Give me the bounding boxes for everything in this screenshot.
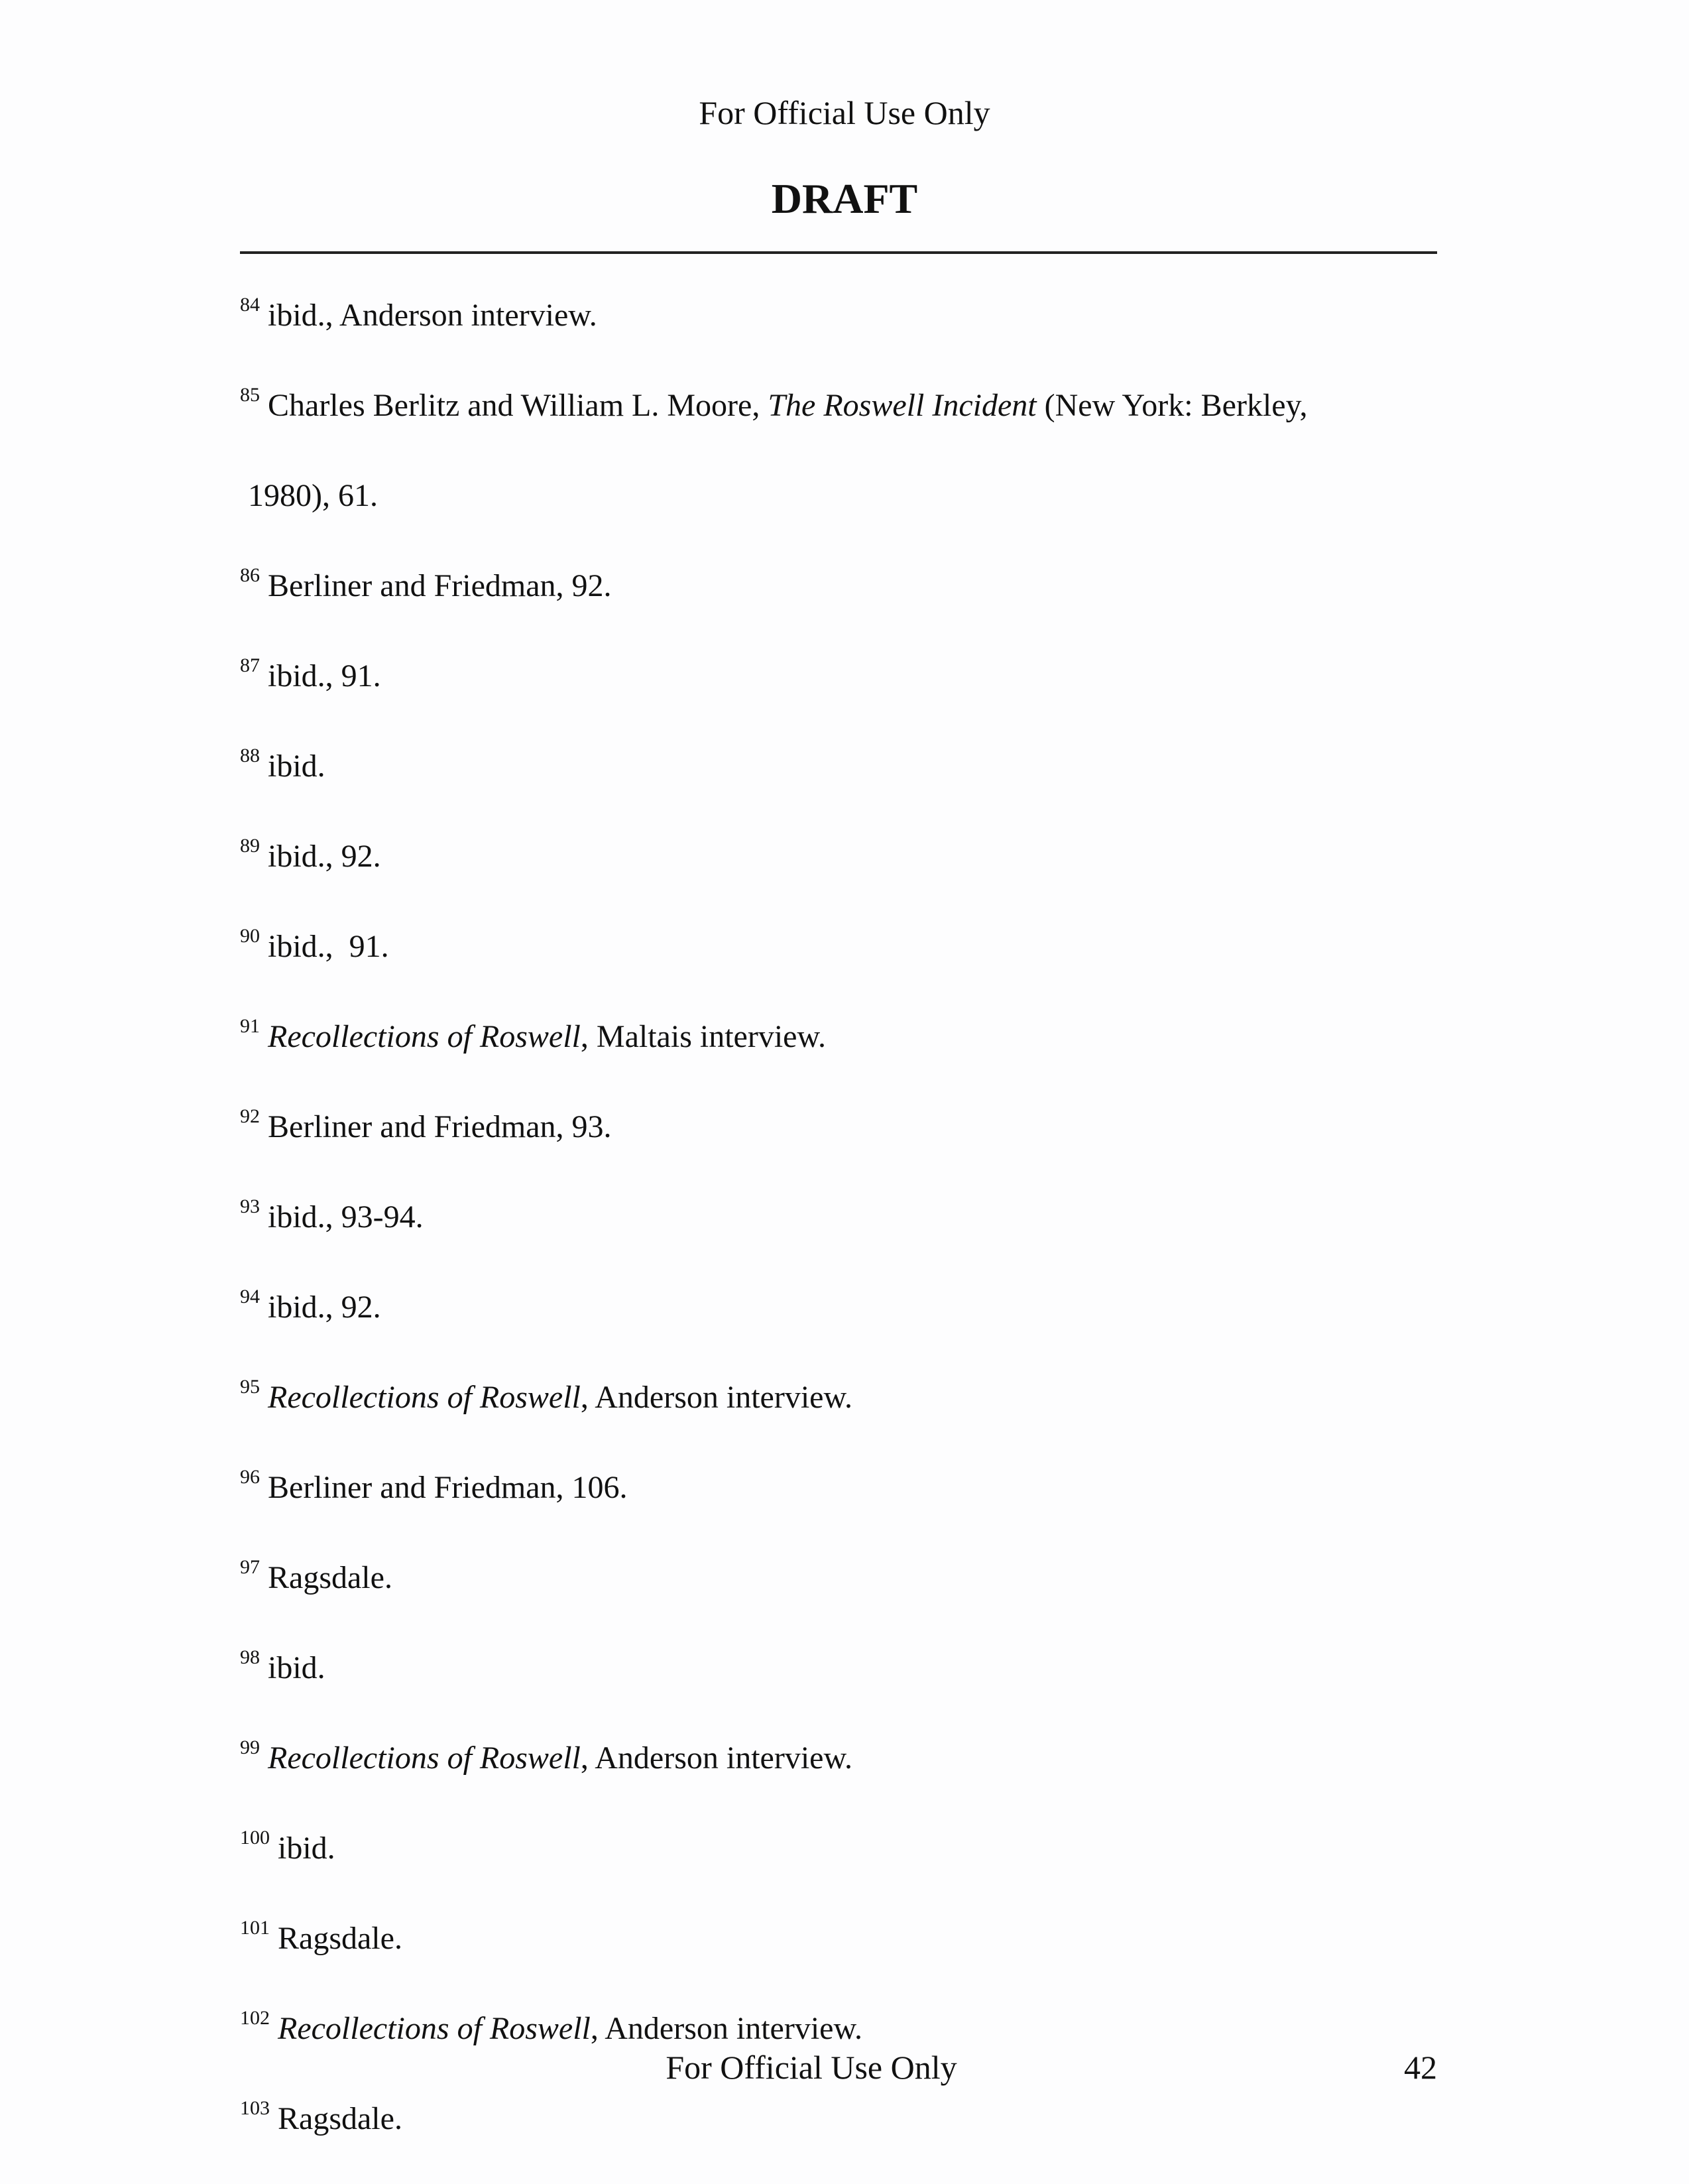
page-number: 42 bbox=[1404, 2049, 1437, 2086]
footnote-89 bbox=[240, 806, 1437, 896]
footnote-number: 101 bbox=[240, 1917, 270, 1939]
footnote-number: 92 bbox=[240, 1105, 260, 1127]
footnote-86 bbox=[240, 536, 1437, 626]
footnote-95 bbox=[240, 1347, 1437, 1437]
footnote-85-continued bbox=[240, 446, 1437, 536]
header-divider bbox=[240, 251, 1437, 254]
footnote-number: 91 bbox=[240, 1015, 260, 1037]
footnote-text: ibid., 91. bbox=[268, 929, 389, 964]
footnote-text: 1980), 61. bbox=[248, 478, 378, 513]
footnote-text: ibid., 93-94. bbox=[268, 1199, 424, 1235]
footnote-text: ibid. bbox=[278, 1831, 335, 1866]
footnote-number: 96 bbox=[240, 1466, 260, 1488]
footnote-number: 95 bbox=[240, 1376, 260, 1398]
draft-title: DRAFT bbox=[771, 175, 918, 222]
footnote-text-tail: , Anderson interview. bbox=[590, 2011, 863, 2046]
footnote-90 bbox=[240, 896, 1437, 987]
footnote-number: 103 bbox=[240, 2097, 270, 2119]
footnote-99 bbox=[240, 1708, 1437, 1798]
footnote-94 bbox=[240, 1257, 1437, 1347]
footnote-number: 85 bbox=[240, 384, 260, 406]
footnote-number: 97 bbox=[240, 1556, 260, 1578]
footnote-text: Ragsdale. bbox=[268, 1560, 392, 1595]
footnote-title: The Roswell Incident bbox=[768, 388, 1037, 423]
footnote-text-tail: , Anderson interview. bbox=[580, 1740, 853, 1776]
footnote-text: ibid., 91. bbox=[268, 658, 381, 694]
footnote-number: 94 bbox=[240, 1286, 260, 1307]
footnote-87 bbox=[240, 626, 1437, 716]
footnote-text-tail: (New York: Berkley, bbox=[1036, 388, 1308, 423]
footnote-title: Recollections of Roswell bbox=[278, 2011, 591, 2046]
footnote-93 bbox=[240, 1167, 1437, 1257]
footnote-number: 90 bbox=[240, 925, 260, 947]
footnote-number: 98 bbox=[240, 1646, 260, 1668]
footnote-text: Ragsdale. bbox=[278, 2101, 402, 2136]
footnote-100 bbox=[240, 1798, 1437, 1888]
footnote-text: Berliner and Friedman, 93. bbox=[268, 1109, 612, 1144]
footnote-92 bbox=[240, 1077, 1437, 1167]
footer-marking: For Official Use Only bbox=[666, 2049, 957, 2086]
footnote-97 bbox=[240, 1528, 1437, 1618]
footnote-title: Recollections of Roswell bbox=[268, 1380, 581, 1415]
footnote-text: ibid., Anderson interview. bbox=[268, 298, 597, 333]
footnote-text: Ragsdale. bbox=[278, 1921, 402, 1956]
footnote-number: 99 bbox=[240, 1736, 260, 1758]
header-marking: For Official Use Only bbox=[699, 94, 990, 131]
footnote-number: 89 bbox=[240, 835, 260, 857]
footnote-96 bbox=[240, 1437, 1437, 1528]
footnote-text: ibid., 92. bbox=[268, 839, 381, 874]
footnote-91 bbox=[240, 987, 1437, 1077]
footnote-88 bbox=[240, 716, 1437, 806]
footnote-number: 102 bbox=[240, 2007, 270, 2029]
footnote-text: ibid. bbox=[268, 1650, 325, 1685]
footnote-number: 84 bbox=[240, 294, 260, 316]
footnote-text: Berliner and Friedman, 106. bbox=[268, 1470, 628, 1505]
footnote-title: Recollections of Roswell bbox=[268, 1740, 581, 1776]
footnote-text: Berliner and Friedman, 92. bbox=[268, 568, 612, 603]
footnote-text-tail: , Anderson interview. bbox=[580, 1380, 853, 1415]
footnote-number: 88 bbox=[240, 745, 260, 766]
footnote-98 bbox=[240, 1618, 1437, 1708]
footnote-101 bbox=[240, 1888, 1437, 1978]
footnote-number: 100 bbox=[240, 1827, 270, 1849]
footnote-text: Charles Berlitz and William L. Moore, bbox=[268, 388, 768, 423]
footnote-number: 93 bbox=[240, 1195, 260, 1217]
footnote-text: ibid. bbox=[268, 749, 325, 784]
footnote-title: Recollections of Roswell bbox=[268, 1019, 581, 1054]
footnote-text: ibid., 92. bbox=[268, 1290, 381, 1325]
footnote-84 bbox=[240, 265, 1437, 355]
footnote-85 bbox=[240, 355, 1437, 446]
footnote-text-tail: , Maltais interview. bbox=[580, 1019, 827, 1054]
footnote-number: 86 bbox=[240, 564, 260, 586]
footnote-list bbox=[240, 265, 1437, 2159]
footnote-number: 87 bbox=[240, 654, 260, 676]
